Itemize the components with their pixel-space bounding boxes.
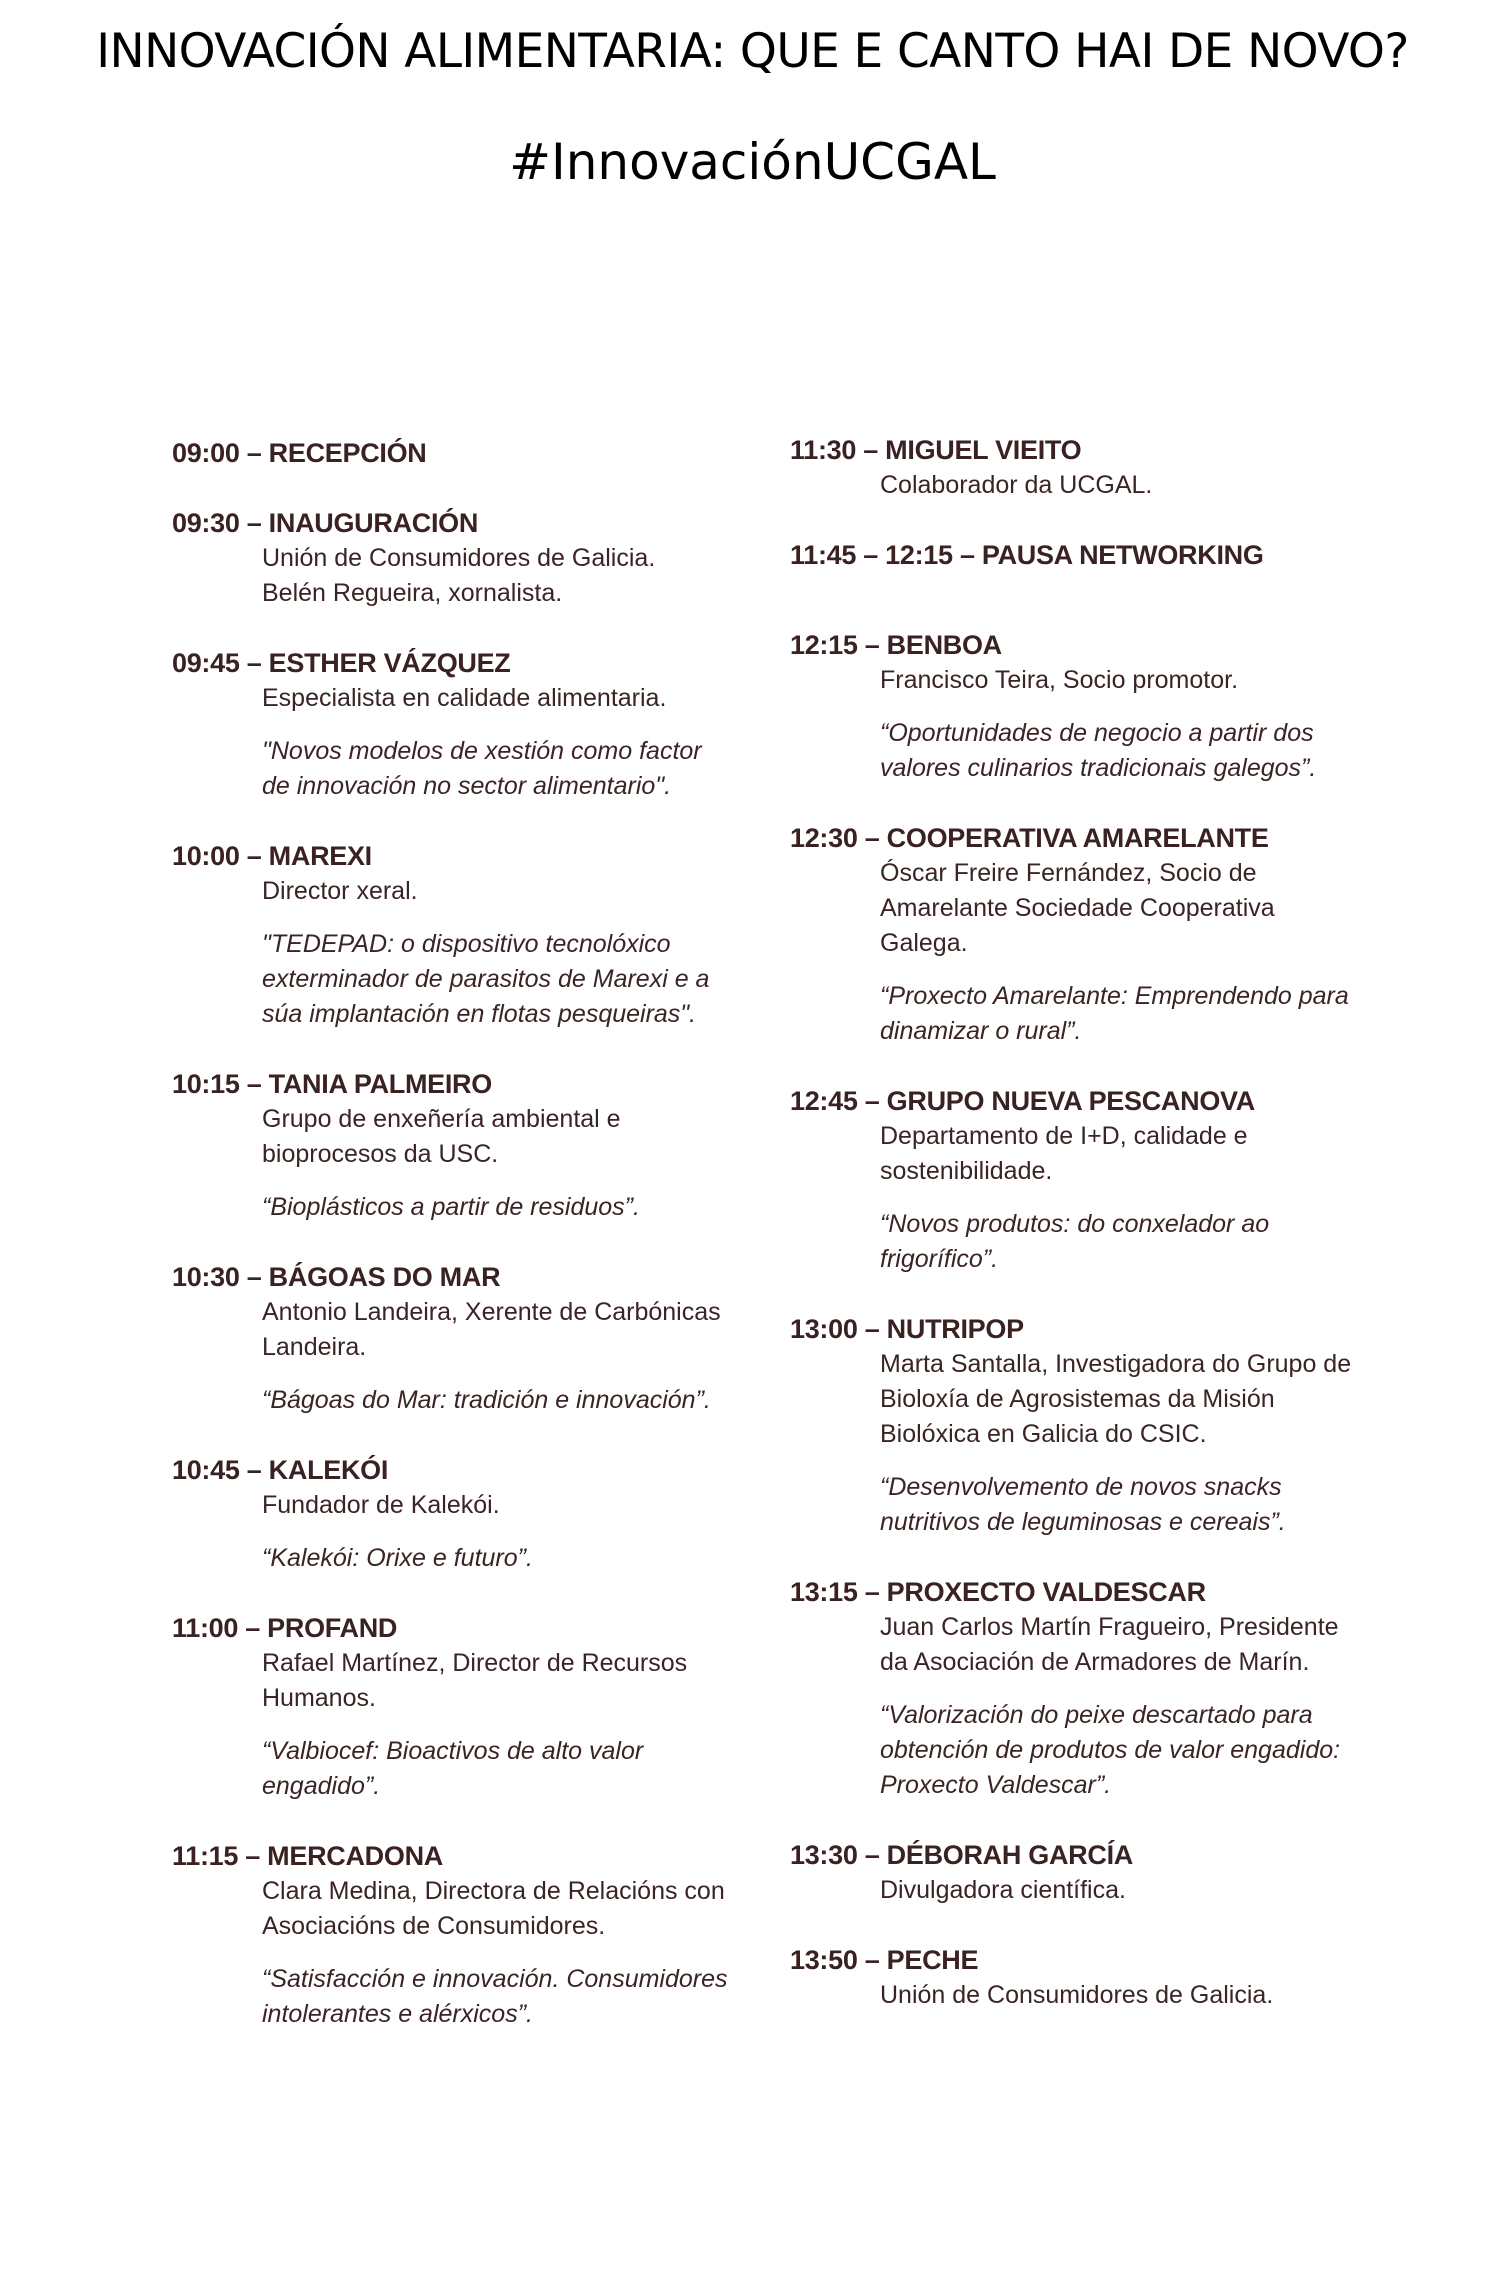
description-line: Óscar Freire Fernández, Socio de xyxy=(880,859,1257,887)
entry-heading: 13:50 – PECHE xyxy=(790,1945,979,1975)
entry-description xyxy=(262,874,772,909)
description-line: Antonio Landeira, Xerente de Carbónicas xyxy=(262,1298,721,1326)
entry-deborah-garcia xyxy=(790,1837,1390,1908)
talk-title-line: “Satisfacción e innovación. Consumidores xyxy=(262,1965,728,1993)
entry-description xyxy=(880,1347,1390,1452)
description-line: Clara Medina, Directora de Relacións con xyxy=(262,1877,725,1905)
talk-title-line: dinamizar o rural”. xyxy=(880,1017,1082,1045)
talk-title-line: súa implantación en flotas pesqueiras". xyxy=(262,1000,697,1028)
entry-heading: 12:45 – GRUPO NUEVA PESCANOVA xyxy=(790,1086,1255,1116)
talk-title-line: “Kalekói: Orixe e futuro”. xyxy=(262,1544,533,1572)
description-line: Unión de Consumidores de Galicia. xyxy=(880,1981,1274,2009)
entry-talk-title xyxy=(262,1190,772,1225)
entry-description xyxy=(262,681,772,716)
entry-description xyxy=(262,541,772,611)
entry-heading: 12:15 – BENBOA xyxy=(790,630,1002,660)
entry-mercadona xyxy=(172,1838,772,2032)
entry-talk-title xyxy=(262,734,772,804)
talk-title-line: nutritivos de leguminosas e cereais”. xyxy=(880,1508,1286,1536)
entry-description xyxy=(880,468,1390,503)
description-line: Galega. xyxy=(880,929,968,957)
entry-talk-title xyxy=(262,927,772,1032)
talk-title-line: “Valorización do peixe descartado para xyxy=(880,1701,1313,1729)
talk-title-line: "TEDEPAD: o dispositivo tecnolóxico xyxy=(262,930,671,958)
description-line: Bioloxía de Agrosistemas da Misión xyxy=(880,1385,1275,1413)
entry-pausa-networking xyxy=(790,537,1390,573)
entry-kalekoi xyxy=(172,1452,772,1576)
entry-bagoas-do-mar xyxy=(172,1259,772,1418)
description-line: Director xeral. xyxy=(262,877,418,905)
talk-title-line: “Desenvolvemento de novos snacks xyxy=(880,1473,1282,1501)
talk-title-line: intolerantes e alérxicos”. xyxy=(262,2000,533,2028)
entry-heading: 09:30 – INAUGURACIÓN xyxy=(172,508,479,538)
description-line: bioprocesos da USC. xyxy=(262,1140,499,1168)
entry-description xyxy=(880,1978,1390,2013)
entry-miguel-vieito xyxy=(790,432,1390,503)
entry-inauguracion xyxy=(172,505,772,611)
description-line: Divulgadora científica. xyxy=(880,1876,1126,1904)
talk-title-line: “Oportunidades de negocio a partir dos xyxy=(880,719,1314,747)
entry-talk-title xyxy=(880,716,1390,786)
entry-description xyxy=(262,1646,772,1716)
talk-title-line: valores culinarios tradicionais galegos”. xyxy=(880,754,1317,782)
talk-title-line: Proxecto Valdescar”. xyxy=(880,1771,1112,1799)
entry-grupo-nueva-pescanova xyxy=(790,1083,1390,1277)
description-line: Biolóxica en Galicia do CSIC. xyxy=(880,1420,1207,1448)
entry-profand xyxy=(172,1610,772,1804)
entry-description xyxy=(880,1873,1390,1908)
description-line: Especialista en calidade alimentaria. xyxy=(262,684,667,712)
description-line: Humanos. xyxy=(262,1684,376,1712)
description-line: Juan Carlos Martín Fragueiro, Presidente xyxy=(880,1613,1339,1641)
description-line: Amarelante Sociedade Cooperativa xyxy=(880,894,1275,922)
entry-heading: 10:15 – TANIA PALMEIRO xyxy=(172,1069,492,1099)
entry-heading: 09:45 – ESTHER VÁZQUEZ xyxy=(172,648,511,678)
entry-heading: 13:00 – NUTRIPOP xyxy=(790,1314,1024,1344)
entry-heading: 11:45 – 12:15 – PAUSA NETWORKING xyxy=(790,540,1264,570)
description-line: Colaborador da UCGAL. xyxy=(880,471,1153,499)
talk-title-line: frigorífico”. xyxy=(880,1245,999,1273)
entry-description xyxy=(262,1102,772,1172)
entry-talk-title xyxy=(262,1541,772,1576)
entry-description xyxy=(262,1295,772,1365)
entry-heading: 09:00 – RECEPCIÓN xyxy=(172,438,427,468)
talk-title-line: “Novos produtos: do conxelador ao xyxy=(880,1210,1270,1238)
entry-recepcion xyxy=(172,435,772,471)
talk-title-line: “Bágoas do Mar: tradición e innovación”. xyxy=(262,1386,711,1414)
talk-title-line: exterminador de parasitos de Marexi e a xyxy=(262,965,710,993)
entry-description xyxy=(880,663,1390,698)
description-line: Rafael Martínez, Director de Recursos xyxy=(262,1649,688,1677)
entry-heading: 10:30 – BÁGOAS DO MAR xyxy=(172,1262,501,1292)
schedule-column-left xyxy=(172,435,772,2032)
description-line: Francisco Teira, Socio promotor. xyxy=(880,666,1239,694)
entry-peche xyxy=(790,1942,1390,2013)
schedule-column-right xyxy=(790,432,1390,2013)
entry-description xyxy=(262,1488,772,1523)
description-line: da Asociación de Armadores de Marín. xyxy=(880,1648,1310,1676)
entry-heading: 11:30 – MIGUEL VIEITO xyxy=(790,435,1082,465)
talk-title-line: obtención de produtos de valor engadido: xyxy=(880,1736,1341,1764)
entry-talk-title xyxy=(262,1962,772,2032)
entry-description xyxy=(880,856,1390,961)
entry-talk-title xyxy=(880,979,1390,1049)
entry-talk-title xyxy=(880,1470,1390,1540)
talk-title-line: engadido”. xyxy=(262,1772,381,1800)
description-line: Departamento de I+D, calidade e xyxy=(880,1122,1248,1150)
talk-title-line: “Proxecto Amarelante: Emprendendo para xyxy=(880,982,1349,1010)
talk-title-line: “Valbiocef: Bioactivos de alto valor xyxy=(262,1737,644,1765)
description-line: Unión de Consumidores de Galicia. xyxy=(262,544,656,572)
entry-talk-title xyxy=(262,1383,772,1418)
page-hashtag: #InnovaciónUCGAL xyxy=(509,133,996,191)
description-line: Belén Regueira, xornalista. xyxy=(262,579,563,607)
talk-title-line: de innovación no sector alimentario". xyxy=(262,772,672,800)
entry-heading: 11:00 – PROFAND xyxy=(172,1613,398,1643)
description-line: Marta Santalla, Investigadora do Grupo de xyxy=(880,1350,1352,1378)
description-line: Grupo de enxeñería ambiental e xyxy=(262,1105,621,1133)
entry-esther-vazquez xyxy=(172,645,772,804)
entry-heading: 10:45 – KALEKÓI xyxy=(172,1455,389,1485)
entry-heading: 12:30 – COOPERATIVA AMARELANTE xyxy=(790,823,1269,853)
entry-nutripop xyxy=(790,1311,1390,1540)
talk-title-line: "Novos modelos de xestión como factor xyxy=(262,737,702,765)
entry-cooperativa-amarelante xyxy=(790,820,1390,1049)
entry-description xyxy=(880,1119,1390,1189)
entry-marexi xyxy=(172,838,772,1032)
description-line: Asociacións de Consumidores. xyxy=(262,1912,606,1940)
entry-benboa xyxy=(790,627,1390,786)
entry-heading: 10:00 – MAREXI xyxy=(172,841,372,871)
description-line: sostenibilidade. xyxy=(880,1157,1053,1185)
description-line: Landeira. xyxy=(262,1333,367,1361)
entry-description xyxy=(262,1874,772,1944)
entry-tania-palmeiro xyxy=(172,1066,772,1225)
entry-heading: 13:15 – PROXECTO VALDESCAR xyxy=(790,1577,1206,1607)
entry-talk-title xyxy=(880,1698,1390,1803)
entry-proxecto-valdescar xyxy=(790,1574,1390,1803)
entry-heading: 13:30 – DÉBORAH GARCÍA xyxy=(790,1840,1133,1870)
talk-title-line: “Bioplásticos a partir de residuos”. xyxy=(262,1193,640,1221)
entry-talk-title xyxy=(262,1734,772,1804)
description-line: Fundador de Kalekói. xyxy=(262,1491,500,1519)
page-title: INNOVACIÓN ALIMENTARIA: QUE E CANTO HAI DE NOVO? xyxy=(96,24,1409,79)
entry-heading: 11:15 – MERCADONA xyxy=(172,1841,443,1871)
entry-talk-title xyxy=(880,1207,1390,1277)
entry-description xyxy=(880,1610,1390,1680)
